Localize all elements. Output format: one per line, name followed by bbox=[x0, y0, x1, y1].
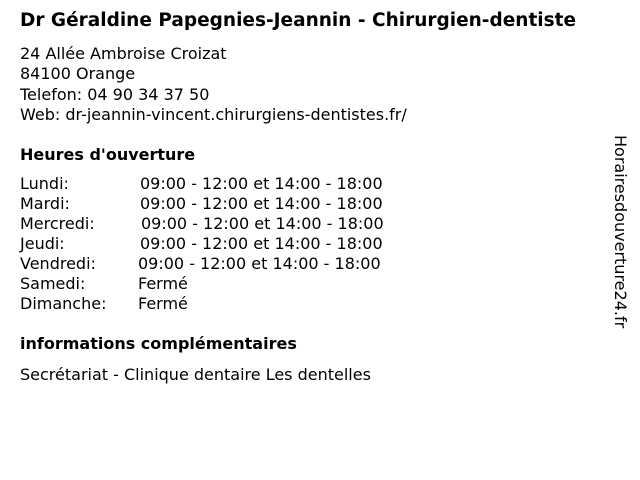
schedule-hours: 09:00 - 12:00 et 14:00 - 18:00 bbox=[141, 214, 384, 233]
schedule-day: Mardi: bbox=[20, 194, 70, 213]
schedule-day: Vendredi: bbox=[20, 254, 96, 273]
schedule-hours: 09:00 - 12:00 et 14:00 - 18:00 bbox=[140, 234, 383, 253]
schedule-day: Samedi: bbox=[20, 274, 86, 293]
hours-heading: Heures d'ouverture bbox=[20, 145, 196, 164]
schedule-hours: Fermé bbox=[138, 294, 188, 313]
page-title: Dr Géraldine Papegnies-Jeannin - Chirurgien-dentiste bbox=[20, 10, 577, 31]
info-heading: informations complémentaires bbox=[20, 334, 297, 353]
site-watermark: Horairesdouverture24.fr bbox=[611, 135, 630, 329]
address-city: 84100 Orange bbox=[20, 64, 136, 83]
schedule-day: Lundi: bbox=[20, 174, 69, 193]
schedule-day: Mercredi: bbox=[20, 214, 95, 233]
schedule-day: Dimanche: bbox=[20, 294, 107, 313]
schedule-hours: 09:00 - 12:00 et 14:00 - 18:00 bbox=[138, 254, 381, 273]
phone-number[interactable]: Telefon: 04 90 34 37 50 bbox=[20, 85, 210, 104]
schedule-hours: 09:00 - 12:00 et 14:00 - 18:00 bbox=[140, 194, 383, 213]
website-link[interactable]: Web: dr-jeannin-vincent.chirurgiens-dentistes.fr/ bbox=[20, 105, 407, 124]
schedule-day: Jeudi: bbox=[20, 234, 65, 253]
schedule-hours: 09:00 - 12:00 et 14:00 - 18:00 bbox=[140, 174, 383, 193]
address-street: 24 Allée Ambroise Croizat bbox=[20, 44, 227, 63]
info-text: Secrétariat - Clinique dentaire Les dentelles bbox=[20, 365, 371, 384]
schedule-hours: Fermé bbox=[138, 274, 188, 293]
